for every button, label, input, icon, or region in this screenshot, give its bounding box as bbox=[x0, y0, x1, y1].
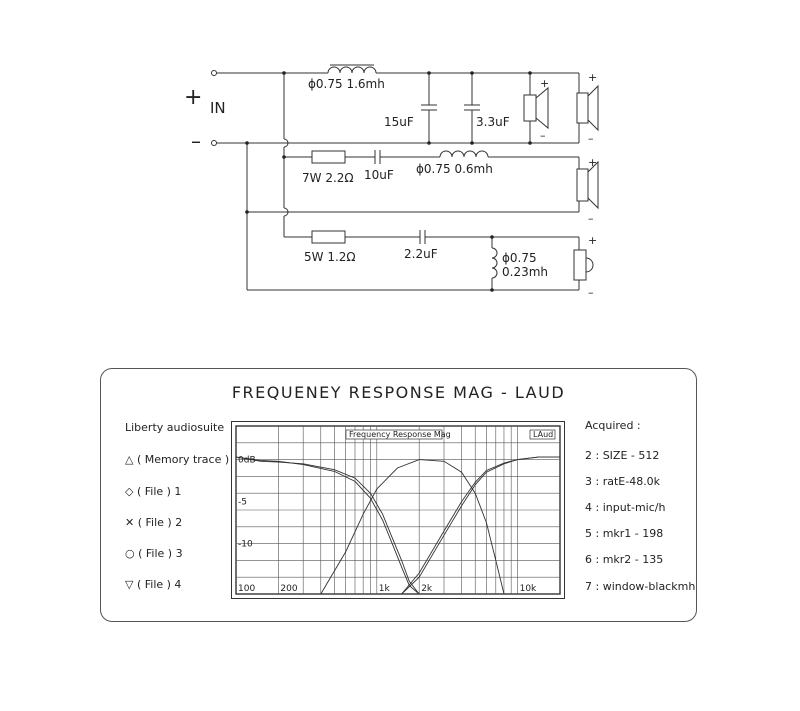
acquired-heading: Acquired : bbox=[585, 419, 641, 432]
legend-memory-trace: △ ( Memory trace ) bbox=[125, 453, 230, 466]
inductor-1-6mh bbox=[328, 67, 376, 73]
midrange-minus: – bbox=[588, 212, 594, 225]
woofer-minus: – bbox=[588, 132, 594, 145]
inductor-0-6mh-label: ϕ0.75 0.6mh bbox=[416, 162, 493, 176]
acquired-mkr1: 5 : mkr1 - 198 bbox=[585, 527, 664, 540]
resistor-5w-label: 5W 1.2Ω bbox=[304, 250, 356, 264]
input-minus-sign: – bbox=[191, 129, 201, 153]
response-panel bbox=[100, 368, 697, 622]
inductor-0-23mh-label-1: ϕ0.75 bbox=[502, 251, 537, 265]
resistor-7w bbox=[312, 151, 345, 163]
chart-title: Frequency Response Mag bbox=[349, 430, 451, 439]
x-tick-label: 100 bbox=[238, 584, 256, 594]
y-tick-label: 0dB bbox=[238, 455, 256, 466]
x-tick-label: 2k bbox=[421, 584, 433, 594]
x-tick-label: 1k bbox=[378, 584, 390, 594]
woofer-plus: + bbox=[588, 71, 598, 84]
inductor-0-6mh bbox=[440, 151, 488, 157]
acquired-input: 4 : input-mic/h bbox=[585, 501, 666, 514]
chart-tag: LAud bbox=[533, 430, 554, 439]
speaker-tweeter bbox=[574, 250, 586, 280]
input-label: IN bbox=[210, 99, 226, 117]
legend-file-3: ○ ( File ) 3 bbox=[125, 547, 183, 560]
cap-10uf-label: 10uF bbox=[364, 168, 394, 182]
acquired-size: 2 : SIZE - 512 bbox=[585, 449, 660, 462]
legend-file-1: ◇ ( File ) 1 bbox=[125, 485, 182, 498]
crossover-schematic bbox=[0, 0, 800, 330]
speaker-woofer bbox=[577, 93, 588, 123]
cap-3-3uf-label: 3.3uF bbox=[476, 115, 510, 129]
acquired-rate: 3 : ratE-48.0k bbox=[585, 475, 661, 488]
cap-15uf-label: 15uF bbox=[384, 115, 414, 129]
tweeter-plus: + bbox=[588, 234, 598, 247]
cap-2-2uf-label: 2.2uF bbox=[404, 247, 438, 261]
resistor-7w-label: 7W 2.2Ω bbox=[302, 171, 354, 185]
inductor-0-23mh-label-2: 0.23mh bbox=[502, 265, 549, 279]
frequency-response-chart bbox=[231, 421, 565, 599]
acquired-window: 7 : window-blackmh bbox=[585, 580, 696, 593]
small-speaker-minus: – bbox=[540, 129, 546, 142]
resistor-5w bbox=[312, 231, 345, 243]
speaker-small bbox=[524, 95, 536, 121]
small-speaker-plus: + bbox=[540, 77, 550, 90]
input-terminal-plus bbox=[212, 71, 217, 76]
midrange-plus: + bbox=[588, 156, 598, 169]
inductor-0-23mh bbox=[492, 248, 497, 278]
inductor-1-6mh-label: ϕ0.75 1.6mh bbox=[308, 77, 385, 91]
acquired-mkr2: 6 : mkr2 - 135 bbox=[585, 553, 664, 566]
speaker-midrange bbox=[577, 169, 588, 201]
input-terminal-minus bbox=[212, 141, 217, 146]
legend-software: Liberty audiosuite bbox=[125, 421, 225, 434]
x-tick-label: 200 bbox=[280, 584, 298, 594]
x-tick-label: 10k bbox=[519, 584, 537, 594]
panel-title: FREQUENEY RESPONSE MAG - LAUD bbox=[231, 383, 566, 402]
y-tick-label: -10 bbox=[238, 539, 253, 550]
y-tick-label: -5 bbox=[238, 497, 247, 508]
tweeter-minus: – bbox=[588, 286, 594, 299]
legend-file-4: ▽ ( File ) 4 bbox=[125, 578, 182, 591]
input-plus-sign: + bbox=[184, 85, 203, 110]
legend-file-2: ✕ ( File ) 2 bbox=[125, 516, 183, 529]
